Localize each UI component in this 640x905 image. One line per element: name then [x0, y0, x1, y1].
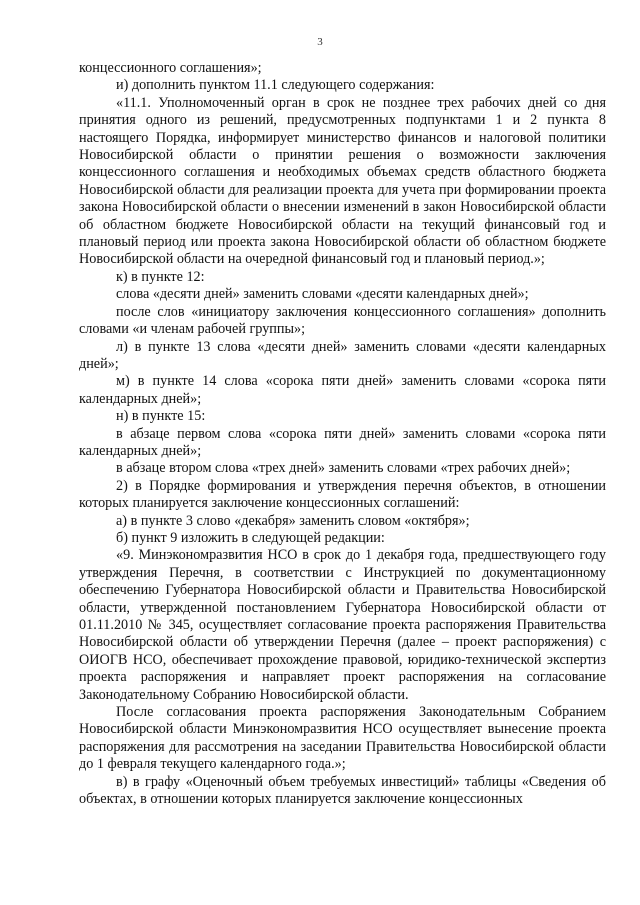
- paragraph: м) в пункте 14 слова «сорока пяти дней» заменить словами «сорока пяти календарных дней»;: [79, 373, 606, 407]
- paragraph: и) дополнить пунктом 11.1 следующего содержания:: [116, 77, 435, 94]
- paragraph: л) в пункте 13 слова «десяти дней» заменить словами «десяти календарных дней»;: [79, 338, 606, 372]
- paragraph: «11.1. Уполномоченный орган в срок не позднее трех рабочих дней со дня принятия одного из решений, предусмотренных подпунктами 1 и 2 пункта 8 настоящего Порядка, информирует министерство финансов и налоговой политики Новосибирской области о принятии решения о возможности заключения концессионного соглашения и необходимых объемах средств областного бюджета Новосибирской области для реализации проекта для учета при формировании проекта закона Новосибирской области о внесении изменений в закон Новосибирской области об областном бюджете Новосибирской области на текущий финансовый год и плановый период или проекта закона Новосибирской области об областном бюджете Новосибирской области на очередной финансовый год и плановый период.»;: [79, 94, 606, 268]
- page-number: 3: [317, 36, 323, 48]
- paragraph: а) в пункте 3 слово «декабря» заменить словом «октября»;: [116, 512, 470, 529]
- document-body: [79, 60, 606, 808]
- paragraph: После согласования проекта распоряжения Законодательным Собранием Новосибирской области Минэкономразвития НСО осуществляет вынесение проекта распоряжения для рассмотрения на заседании Правительства Новосибирской области до 1 февраля текущего календарного года.»;: [79, 704, 606, 773]
- paragraph: н) в пункте 15:: [116, 408, 206, 425]
- paragraph: слова «десяти дней» заменить словами «десяти календарных дней»;: [116, 286, 529, 303]
- paragraph: 2) в Порядке формирования и утверждения перечня объектов, в отношении которых планируется заключение концессионных соглашений:: [79, 477, 606, 512]
- paragraph: в абзаце втором слова «трех дней» заменить словами «трех рабочих дней»;: [116, 460, 571, 477]
- paragraph: концессионного соглашения»;: [79, 60, 262, 76]
- paragraph: к) в пункте 12:: [116, 268, 205, 285]
- paragraph: в абзаце первом слова «сорока пяти дней» заменить словами «сорока пяти календарных дней»;: [79, 425, 606, 459]
- paragraph: в) в графу «Оценочный объем требуемых инвестиций» таблицы «Сведения об объектах, в отношении которых планируется заключение концессионных: [79, 773, 606, 808]
- paragraph: б) пункт 9 изложить в следующей редакции:: [116, 529, 385, 546]
- paragraph: после слов «инициатору заключения концессионного соглашения» дополнить словами «и членам рабочей группы»;: [79, 303, 606, 338]
- paragraph: «9. Минэкономразвития НСО в срок до 1 декабря года, предшествующего году утверждения Перечня, в соответствии с Инструкцией по документационному обеспечению Губернатора Новосибирской области и Правительства Новосибирской области, утвержденной постановлением Губернатора Новосибирской области от 01.11.2010 № 345, осуществляет согласование проекта распоряжения Правительства Новосибирской области об утверждении Перечня (далее – проект распоряжения) с ОИОГВ НСО, обеспечивает прохождение правовой, юридико-технической экспертиз проекта распоряжения и направляет проект распоряжения на согласование Законодательному Собранию Новосибирской области.: [79, 547, 606, 703]
